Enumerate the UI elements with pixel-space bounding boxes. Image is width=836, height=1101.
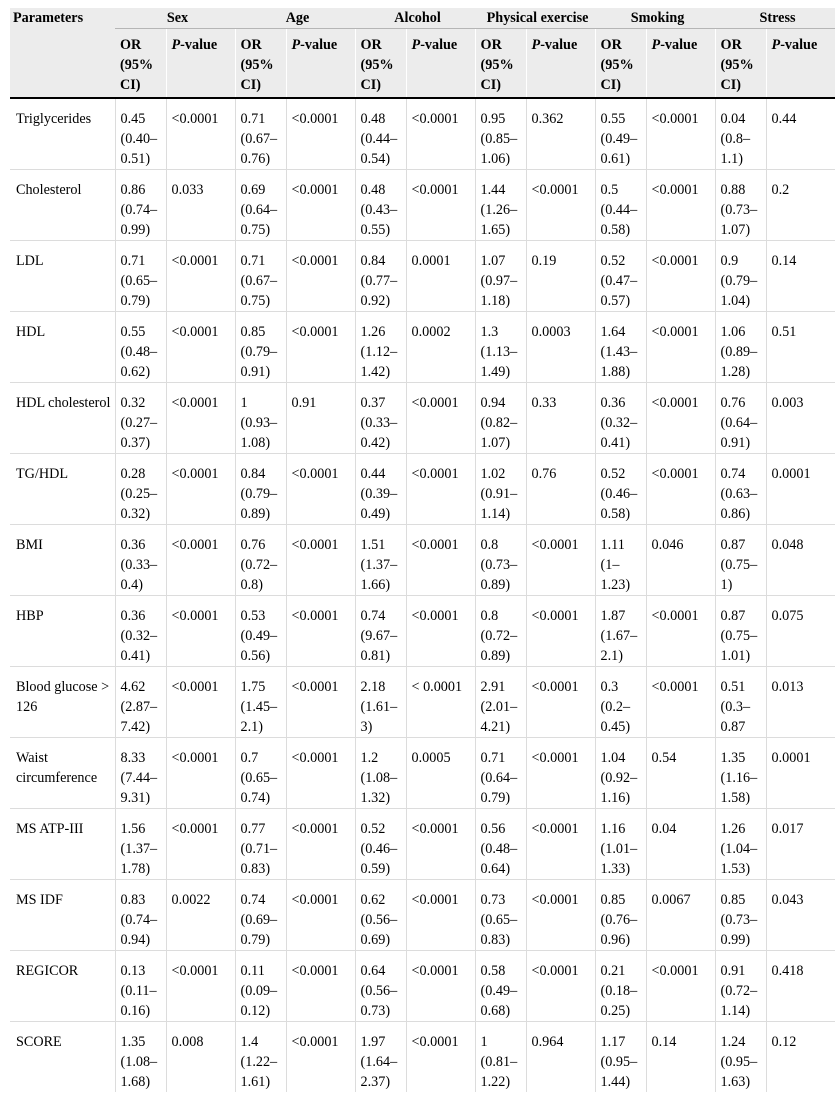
odds-ratio-table [10,8,835,1092]
table-row [10,1022,835,1093]
or-ci-cell: 1.07 (0.97–1.18) [475,241,526,312]
or-ci-cell: 0.44 (0.39–0.49) [355,454,406,525]
or-ci-cell: 1 (0.93–1.08) [235,383,286,454]
subheader-row [10,29,835,99]
or-ci-cell: 1.17 (0.95–1.44) [595,1022,646,1093]
or-ci-cell: 0.83 (0.74–0.94) [115,880,166,951]
p-value-header [646,29,715,99]
p-value-header [766,29,835,99]
group-header-age: Age [235,8,355,29]
group-header-sex: Sex [115,8,235,29]
or-ci-cell: 0.87 (0.75–1) [715,525,766,596]
p-letter: P [291,37,301,53]
p-letter: P [651,37,661,53]
or-ci-cell: 0.55 (0.48–0.62) [115,312,166,383]
or-ci-cell: 1 (0.81–1.22) [475,1022,526,1093]
parameter-name: Cholesterol [10,170,115,241]
parameter-name: SCORE [16,1034,62,1050]
p-value-cell: 0.76 [526,454,595,525]
or-ci-cell: 1.56 (1.37–1.78) [115,809,166,880]
or-ci-cell: 0.55 (0.49–0.61) [595,98,646,170]
or-ci-header: OR (95% CI) [235,29,286,99]
or-ci-cell: 0.64 (0.56–0.73) [355,951,406,1022]
or-ci-cell: 0.5 (0.44–0.58) [595,170,646,241]
or-ci-cell: 0.48 (0.44–0.54) [355,98,406,170]
or-ci-cell: 0.84 (0.79–0.89) [235,454,286,525]
p-value-cell: <0.0001 [166,454,235,525]
or-ci-cell: 1.75 (1.45–2.1) [235,667,286,738]
p-value-suffix: -value [780,37,818,53]
parameter-name: HBP [10,596,115,667]
parameter-name: BMI [10,525,115,596]
or-ci-cell: 0.3 (0.2–0.45) [595,667,646,738]
or-ci-cell: 0.9 (0.79–1.04) [715,241,766,312]
or-ci-cell: 0.91 (0.72–1.14) [715,951,766,1022]
or-ci-cell: 1.3 (1.13–1.49) [475,312,526,383]
or-ci-cell: 0.36 (0.32–0.41) [115,596,166,667]
or-ci-cell: 0.7 (0.65–0.74) [235,738,286,809]
or-ci-cell: 0.48 (0.43–0.55) [355,170,406,241]
p-value-cell: 0.008 [166,1022,235,1093]
p-value-cell: 0.0001 [766,738,835,809]
or-ci-header: OR (95% CI) [475,29,526,99]
p-value-cell: <0.0001 [406,880,475,951]
p-letter: P [411,37,421,53]
or-ci-cell: 0.53 (0.49–0.56) [235,596,286,667]
or-ci-header: OR (95% CI) [115,29,166,99]
or-ci-cell: 0.32 (0.27–0.37) [115,383,166,454]
p-value-cell: <0.0001 [166,383,235,454]
p-value-suffix: -value [660,37,698,53]
or-ci-cell: 0.94 (0.82–1.07) [475,383,526,454]
or-ci-cell: 8.33 (7.44–9.31) [115,738,166,809]
p-value-cell: <0.0001 [166,241,235,312]
p-value-cell: 0.013 [766,667,835,738]
or-ci-cell: 0.84 (0.77–0.92) [355,241,406,312]
p-value-cell: 0.2 [766,170,835,241]
p-value-cell: <0.0001 [286,809,355,880]
or-ci-cell: 1.24 (0.95–1.63) [715,1022,766,1093]
or-ci-cell: 0.11 (0.09–0.12) [235,951,286,1022]
parameters-header: Parameters [10,8,115,98]
p-value-header [166,29,235,99]
p-value-cell: < 0.0001 [406,667,475,738]
p-value-cell: 0.51 [766,312,835,383]
or-ci-cell: 0.74 (0.63–0.86) [715,454,766,525]
p-letter: P [531,37,541,53]
p-value-cell: <0.0001 [526,951,595,1022]
p-value-cell: <0.0001 [646,383,715,454]
p-value-cell: 0.0003 [526,312,595,383]
or-ci-cell: 0.52 (0.46–0.59) [355,809,406,880]
group-header-row [10,8,835,29]
p-value-cell: <0.0001 [406,1022,475,1093]
table-row [10,596,835,667]
p-value-cell: 0.91 [286,383,355,454]
p-value-cell: <0.0001 [646,170,715,241]
or-ci-cell: 0.86 (0.74–0.99) [115,170,166,241]
p-value-cell: 0.33 [526,383,595,454]
p-value-cell: <0.0001 [286,738,355,809]
or-ci-cell: 0.8 (0.73–0.89) [475,525,526,596]
p-value-cell: 0.048 [766,525,835,596]
table-row [10,738,835,809]
p-value-cell: <0.0001 [166,98,235,170]
p-value-cell: <0.0001 [286,1022,355,1093]
or-ci-cell: 0.37 (0.33–0.42) [355,383,406,454]
p-value-cell: 0.54 [646,738,715,809]
table-row [10,98,835,170]
p-value-cell: <0.0001 [646,98,715,170]
or-ci-cell: 1.2 (1.08–1.32) [355,738,406,809]
p-value-cell: 0.0002 [406,312,475,383]
p-value-cell: 0.44 [766,98,835,170]
or-ci-cell: 1.97 (1.64–2.37) [355,1022,406,1093]
table-row [10,809,835,880]
table-row [10,880,835,951]
p-value-cell: <0.0001 [526,738,595,809]
or-ci-cell: 1.44 (1.26–1.65) [475,170,526,241]
p-value-cell: <0.0001 [406,525,475,596]
p-value-cell: 0.0067 [646,880,715,951]
p-value-cell: <0.0001 [646,241,715,312]
p-value-cell: 0.043 [766,880,835,951]
table-row [10,454,835,525]
or-ci-cell: 0.28 (0.25–0.32) [115,454,166,525]
or-ci-cell: 1.02 (0.91–1.14) [475,454,526,525]
or-ci-cell: 0.95 (0.85–1.06) [475,98,526,170]
p-value-suffix: -value [300,37,338,53]
p-value-cell: <0.0001 [526,596,595,667]
or-ci-cell: 1.64 (1.43–1.88) [595,312,646,383]
or-ci-cell: 0.71 (0.67–0.76) [235,98,286,170]
or-ci-header: OR (95% CI) [595,29,646,99]
or-ci-cell: 0.04 (0.8–1.1) [715,98,766,170]
or-ci-cell: 0.45 (0.40–0.51) [115,98,166,170]
or-ci-cell: 1.87 (1.67–2.1) [595,596,646,667]
or-ci-cell: 1.26 (1.04–1.53) [715,809,766,880]
or-ci-cell: 0.13 (0.11–0.16) [115,951,166,1022]
or-ci-cell: 0.74 (9.67–0.81) [355,596,406,667]
p-value-cell: <0.0001 [166,738,235,809]
p-value-cell: <0.0001 [646,312,715,383]
or-ci-cell: 0.85 (0.73–0.99) [715,880,766,951]
group-header-stress: Stress [715,8,835,29]
p-value-cell: 0.0001 [766,454,835,525]
p-value-cell: 0.003 [766,383,835,454]
parameter-name: HDL [10,312,115,383]
or-ci-cell: 1.35 (1.08–1.68) [115,1022,166,1093]
table-row [10,951,835,1022]
or-ci-cell: 0.85 (0.79–0.91) [235,312,286,383]
p-value-cell: <0.0001 [646,454,715,525]
p-value-cell: 0.0005 [406,738,475,809]
table-row [10,241,835,312]
p-value-cell: <0.0001 [166,525,235,596]
or-ci-cell: 4.62 (2.87–7.42) [115,667,166,738]
or-ci-cell: 0.36 (0.32–0.41) [595,383,646,454]
p-letter: P [171,37,181,53]
or-ci-cell: 0.58 (0.49–0.68) [475,951,526,1022]
p-value-cell: <0.0001 [166,667,235,738]
p-value-cell: <0.0001 [526,809,595,880]
parameter-name: Blood glucose > 126 [10,667,115,738]
or-ci-cell: 0.77 (0.71–0.83) [235,809,286,880]
p-value-cell: 0.046 [646,525,715,596]
or-ci-cell: 1.4 (1.22–1.61) [235,1022,286,1093]
p-value-cell: <0.0001 [526,667,595,738]
or-ci-cell: 0.85 (0.76–0.96) [595,880,646,951]
or-ci-cell: 0.36 (0.33–0.4) [115,525,166,596]
table-row [10,383,835,454]
p-value-cell: <0.0001 [406,383,475,454]
parameter-name: HDL cholesterol [10,383,115,454]
parameter-name: Waist circumference [10,738,115,809]
p-value-cell: <0.0001 [526,880,595,951]
or-ci-cell: 0.87 (0.75–1.01) [715,596,766,667]
parameter-name: REGICOR [10,951,115,1022]
p-value-cell: <0.0001 [286,667,355,738]
p-value-cell: 0.418 [766,951,835,1022]
or-ci-cell: 1.16 (1.01–1.33) [595,809,646,880]
or-ci-cell: 0.8 (0.72–0.89) [475,596,526,667]
p-value-cell: <0.0001 [406,454,475,525]
p-value-cell: 0.017 [766,809,835,880]
p-value-cell: 0.12 [766,1022,835,1093]
parameter-name: LDL [10,241,115,312]
p-value-cell: <0.0001 [166,312,235,383]
p-value-header [526,29,595,99]
or-ci-cell: 0.52 (0.47–0.57) [595,241,646,312]
p-value-cell: <0.0001 [286,312,355,383]
or-ci-cell: 0.69 (0.64–0.75) [235,170,286,241]
p-value-suffix: -value [540,37,578,53]
p-value-cell: 0.14 [766,241,835,312]
p-value-cell: <0.0001 [526,525,595,596]
p-value-cell: 0.19 [526,241,595,312]
or-ci-cell: 0.76 (0.72–0.8) [235,525,286,596]
p-value-cell: <0.0001 [406,951,475,1022]
or-ci-cell: 2.91 (2.01–4.21) [475,667,526,738]
p-value-cell: <0.0001 [646,596,715,667]
p-value-cell: <0.0001 [526,170,595,241]
table-row [10,525,835,596]
or-ci-cell: 1.11 (1–1.23) [595,525,646,596]
parameter-name: MS IDF [10,880,115,951]
p-value-suffix: -value [180,37,218,53]
p-value-header [286,29,355,99]
or-ci-header: OR (95% CI) [715,29,766,99]
or-ci-cell: 1.06 (0.89–1.28) [715,312,766,383]
p-value-cell: <0.0001 [286,241,355,312]
table-row [10,312,835,383]
parameter-name: MS ATP-III [10,809,115,880]
parameter-name: TG/HDL [10,454,115,525]
p-value-cell: 0.075 [766,596,835,667]
p-value-cell: <0.0001 [406,170,475,241]
table-header [10,8,835,98]
p-value-suffix: -value [420,37,458,53]
table-row [10,170,835,241]
or-ci-cell: 0.88 (0.73–1.07) [715,170,766,241]
or-ci-cell: 0.51 (0.3–0.87 [715,667,766,738]
group-header-smoking: Smoking [595,8,715,29]
p-value-cell: <0.0001 [646,951,715,1022]
p-value-cell: <0.0001 [166,809,235,880]
or-ci-cell: 0.76 (0.64–0.91) [715,383,766,454]
p-value-cell: <0.0001 [286,170,355,241]
or-ci-cell: 0.71 (0.64–0.79) [475,738,526,809]
or-ci-cell: 1.26 (1.12–1.42) [355,312,406,383]
or-ci-cell: 0.73 (0.65–0.83) [475,880,526,951]
p-value-cell: <0.0001 [286,525,355,596]
p-value-header [406,29,475,99]
p-value-cell: <0.0001 [286,880,355,951]
group-header-physical-exercise: Physical exercise [475,8,595,29]
or-ci-cell: 0.62 (0.56–0.69) [355,880,406,951]
or-ci-cell: 1.51 (1.37–1.66) [355,525,406,596]
p-value-cell: <0.0001 [286,951,355,1022]
table-row [10,667,835,738]
p-value-cell: 0.04 [646,809,715,880]
p-value-cell: 0.033 [166,170,235,241]
or-ci-cell: 0.71 (0.65–0.79) [115,241,166,312]
p-letter: P [771,37,781,53]
p-value-cell: 0.0001 [406,241,475,312]
or-ci-cell: 0.71 (0.67–0.75) [235,241,286,312]
or-ci-header: OR (95% CI) [355,29,406,99]
p-value-cell: 0.0022 [166,880,235,951]
p-value-cell: <0.0001 [286,98,355,170]
parameter-name: Triglycerides [10,98,115,170]
or-ci-cell: 0.21 (0.18–0.25) [595,951,646,1022]
or-ci-cell: 0.56 (0.48–0.64) [475,809,526,880]
p-value-cell: <0.0001 [166,951,235,1022]
p-value-cell: <0.0001 [286,596,355,667]
p-value-cell: <0.0001 [286,454,355,525]
p-value-cell: <0.0001 [406,809,475,880]
p-value-cell: 0.14 [646,1022,715,1093]
or-ci-cell: 0.74 (0.69–0.79) [235,880,286,951]
p-value-cell: <0.0001 [166,596,235,667]
p-value-cell: <0.0001 [646,667,715,738]
or-ci-cell: 2.18 (1.61–3) [355,667,406,738]
or-ci-cell: 1.04 (0.92–1.16) [595,738,646,809]
or-ci-cell: 1.35 (1.16–1.58) [715,738,766,809]
table-body [10,98,835,1092]
p-value-cell: 0.362 [526,98,595,170]
p-value-cell: <0.0001 [406,98,475,170]
p-value-cell: <0.0001 [406,596,475,667]
group-header-alcohol: Alcohol [355,8,475,29]
p-value-cell: 0.964 [526,1022,595,1093]
or-ci-cell: 0.52 (0.46–0.58) [595,454,646,525]
